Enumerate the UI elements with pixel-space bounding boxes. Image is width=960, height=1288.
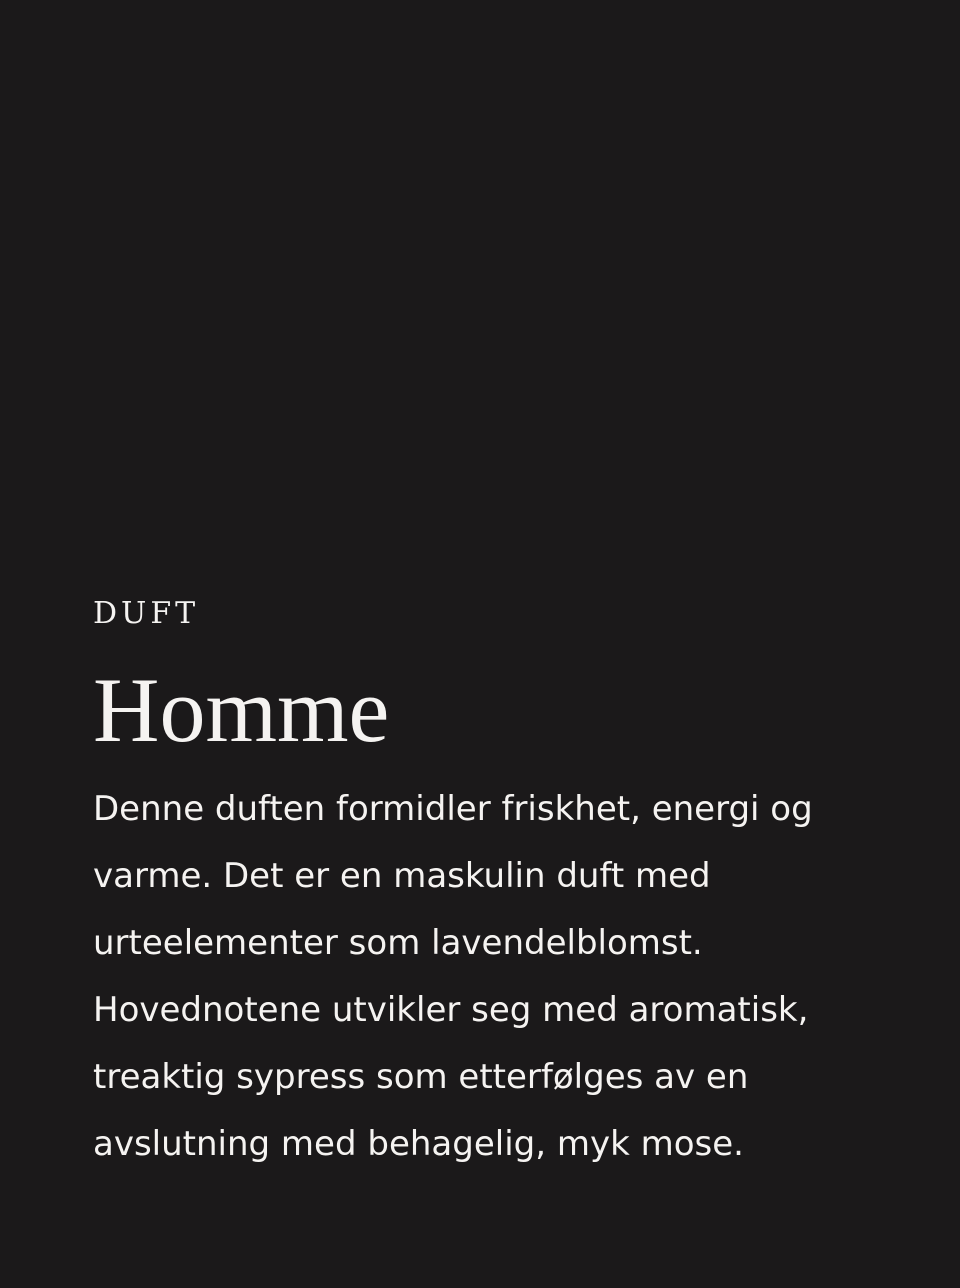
section-label: DUFT [93, 596, 200, 631]
fragrance-description: Denne duften formidler friskhet, energi og varme. Det er en maskulin duft med urteelementer som lavendelblomst. Hovednotene utvikler seg med aromatisk, treaktig sypress som etterfølges av en avslutning med behagelig, myk mose. [93, 789, 813, 1164]
fragrance-section [93, 596, 873, 1178]
page-title: Homme [93, 659, 390, 761]
